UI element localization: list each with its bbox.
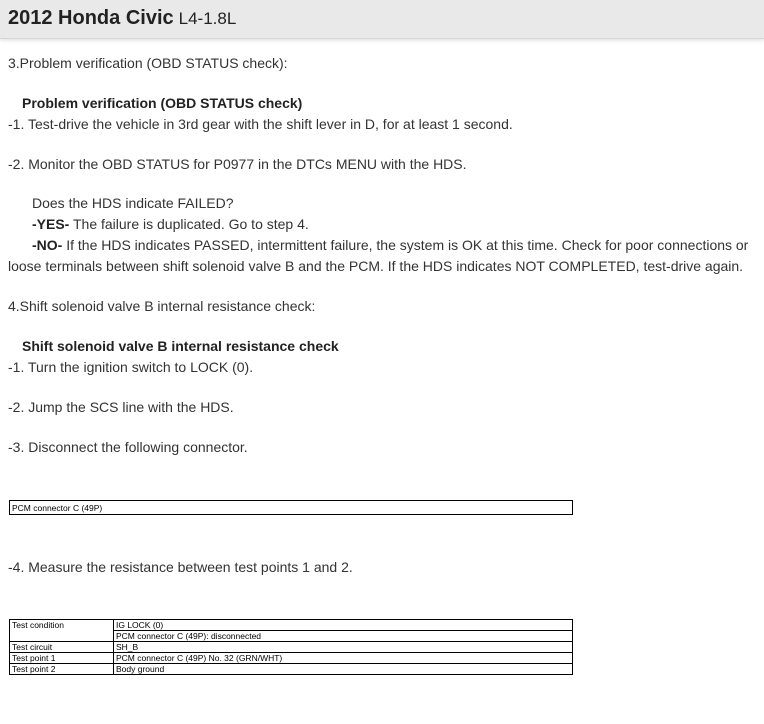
no-text-line1: If the HDS indicates PASSED, intermittent failure, the system is OK at this time. Check for poor connections or <box>62 237 749 253</box>
step4-substep-1: -1. Turn the ignition switch to LOCK (0). <box>8 359 254 375</box>
no-text-line2: loose terminals between shift solenoid valve B and the PCM. If the HDS indicates NOT COMPLETED, test-drive again. <box>8 258 744 274</box>
vehicle-model: 2012 Honda Civic <box>8 7 174 29</box>
hds-question: Does the HDS indicate FAILED? <box>32 195 234 211</box>
step3-substep-1: -1. Test-drive the vehicle in 3rd gear with the shift lever in D, for at least 1 second. <box>8 116 513 132</box>
table-row <box>10 631 573 642</box>
step3-heading: 3.Problem verification (OBD STATUS check): <box>8 55 288 71</box>
step4-substep-4: -4. Measure the resistance between test points 1 and 2. <box>8 559 353 575</box>
test-spec-table <box>9 619 573 675</box>
step4-heading: 4.Shift solenoid valve B internal resistance check: <box>8 298 316 314</box>
test-point2-label: Test point 2 <box>10 664 114 675</box>
test-circuit-value: SH_B <box>114 642 573 653</box>
step3-title: Problem verification (OBD STATUS check) <box>22 95 303 111</box>
step4-title: Shift solenoid valve B internal resistance check <box>22 338 339 354</box>
table-row <box>10 653 573 664</box>
no-answer <box>32 235 748 255</box>
step4-substep-3: -3. Disconnect the following connector. <box>8 439 248 455</box>
step3-substep-2: -2. Monitor the OBD STATUS for P0977 in the DTCs MENU with the HDS. <box>8 156 467 172</box>
test-condition-label-cont <box>10 631 114 642</box>
connector-label: PCM connector C (49P) <box>12 503 103 513</box>
no-label: -NO- <box>32 237 63 253</box>
test-point1-label: Test point 1 <box>10 653 114 664</box>
step4-substep-2: -2. Jump the SCS line with the HDS. <box>8 399 234 415</box>
table-row <box>10 642 573 653</box>
test-circuit-label: Test circuit <box>10 642 114 653</box>
test-point2-value: Body ground <box>114 664 573 675</box>
connector-table <box>9 500 573 515</box>
yes-label: -YES- <box>32 216 70 232</box>
test-condition-label: Test condition <box>10 620 114 631</box>
vehicle-engine: L4-1.8L <box>178 9 237 28</box>
yes-answer <box>32 214 309 234</box>
table-row <box>10 620 573 631</box>
yes-text: The failure is duplicated. Go to step 4. <box>69 216 309 232</box>
test-condition-value-2: PCM connector C (49P): disconnected <box>114 631 573 642</box>
vehicle-title <box>8 7 236 30</box>
test-point1-value: PCM connector C (49P) No. 32 (GRN/WHT) <box>114 653 573 664</box>
table-row <box>10 664 573 675</box>
header-bar <box>0 0 764 39</box>
test-condition-value-1: IG LOCK (0) <box>114 620 573 631</box>
